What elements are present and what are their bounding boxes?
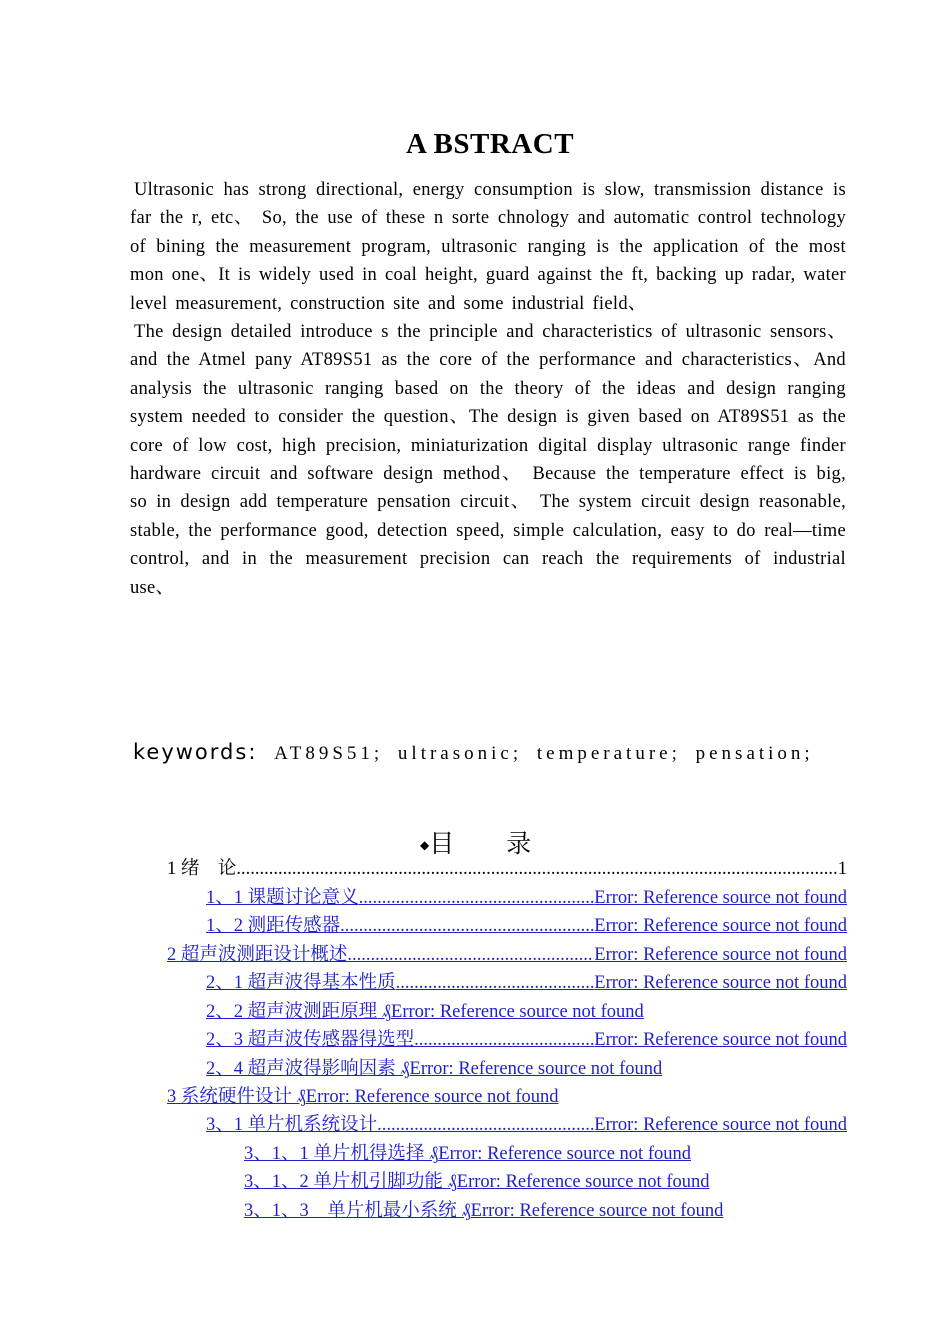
toc-entry[interactable]: 2、3 超声波传感器得选型 ..... Error: Reference source not found: [206, 1026, 847, 1054]
abstract-title: A BSTRACT: [405, 128, 575, 160]
toc-marker-icon: ◆: [420, 838, 430, 852]
toc-entry[interactable]: 3、1、3 单片机最小系统 ₰Error: Reference source not found: [244, 1201, 724, 1221]
abstract-body: [130, 176, 846, 602]
keywords-list: AT89S51; ultrasonic; temperature; pensation;: [274, 743, 814, 764]
toc-entry[interactable]: 1、2 测距传感器 ..... Error: Reference source not found: [206, 912, 847, 940]
toc-entry[interactable]: 2、4 超声波得影响因素 ₰Error: Reference source not found: [206, 1059, 663, 1079]
keywords-line: [133, 724, 849, 782]
keywords-label: keywords:: [133, 740, 258, 764]
abstract-paragraph: Ultrasonic has strong directional, energy consumption is slow, transmission distance is far the r, etc、 So, the use of these n sorte chnology and automatic control technology of bining the measurement program, ultrasonic ranging is the application of the most mon one、It is widely used in coal height, guard against the ft, backing up radar, water level measurement, construction site and some industrial field、: [130, 180, 846, 314]
abstract-paragraph: The design detailed introduce s the principle and characteristics of ultrasonic sensors、and the Atmel pany AT89S51 as the core of the performance and characteristics、And analysis the ultrasonic ranging based on the theory of the ideas and design ranging system needed to consider the question、The design is given based on AT89S51 as the core of low cost, high precision, miniaturization digital display ultrasonic range finder hardware circuit and software design method、 Because the temperature effect is big, so in design add temperature pensation circuit、 The system circuit design reasonable, stable, the performance good, detection speed, simple calculation, easy to do real—time control, and in the measurement precision can reach the requirements of industrial use、: [130, 322, 846, 598]
toc-entry[interactable]: 2 超声波测距设计概述 ..... Error: Reference source not found: [167, 941, 847, 969]
toc-entry[interactable]: 3、1 单片机系统设计 ..... Error: Reference source not found: [206, 1111, 847, 1139]
toc-title-text: 目录: [429, 829, 584, 858]
toc-entry[interactable]: 3 系统硬件设计 ₰Error: Reference source not found: [167, 1087, 559, 1107]
toc-entry[interactable]: 3、1、1 单片机得选择 ₰Error: Reference source not found: [244, 1144, 691, 1164]
toc-entry[interactable]: 3、1、2 单片机引脚功能 ₰Error: Reference source not found: [244, 1172, 710, 1192]
toc-entry[interactable]: 1 绪 论 ..... 1: [167, 855, 847, 883]
toc-entry[interactable]: 2、1 超声波得基本性质 ..... Error: Reference source not found: [206, 969, 847, 997]
toc-entry[interactable]: 1、1 课题讨论意义 ..... Error: Reference source not found: [206, 884, 847, 912]
toc-entry[interactable]: 2、2 超声波测距原理 ₰Error: Reference source not found: [206, 1002, 644, 1022]
